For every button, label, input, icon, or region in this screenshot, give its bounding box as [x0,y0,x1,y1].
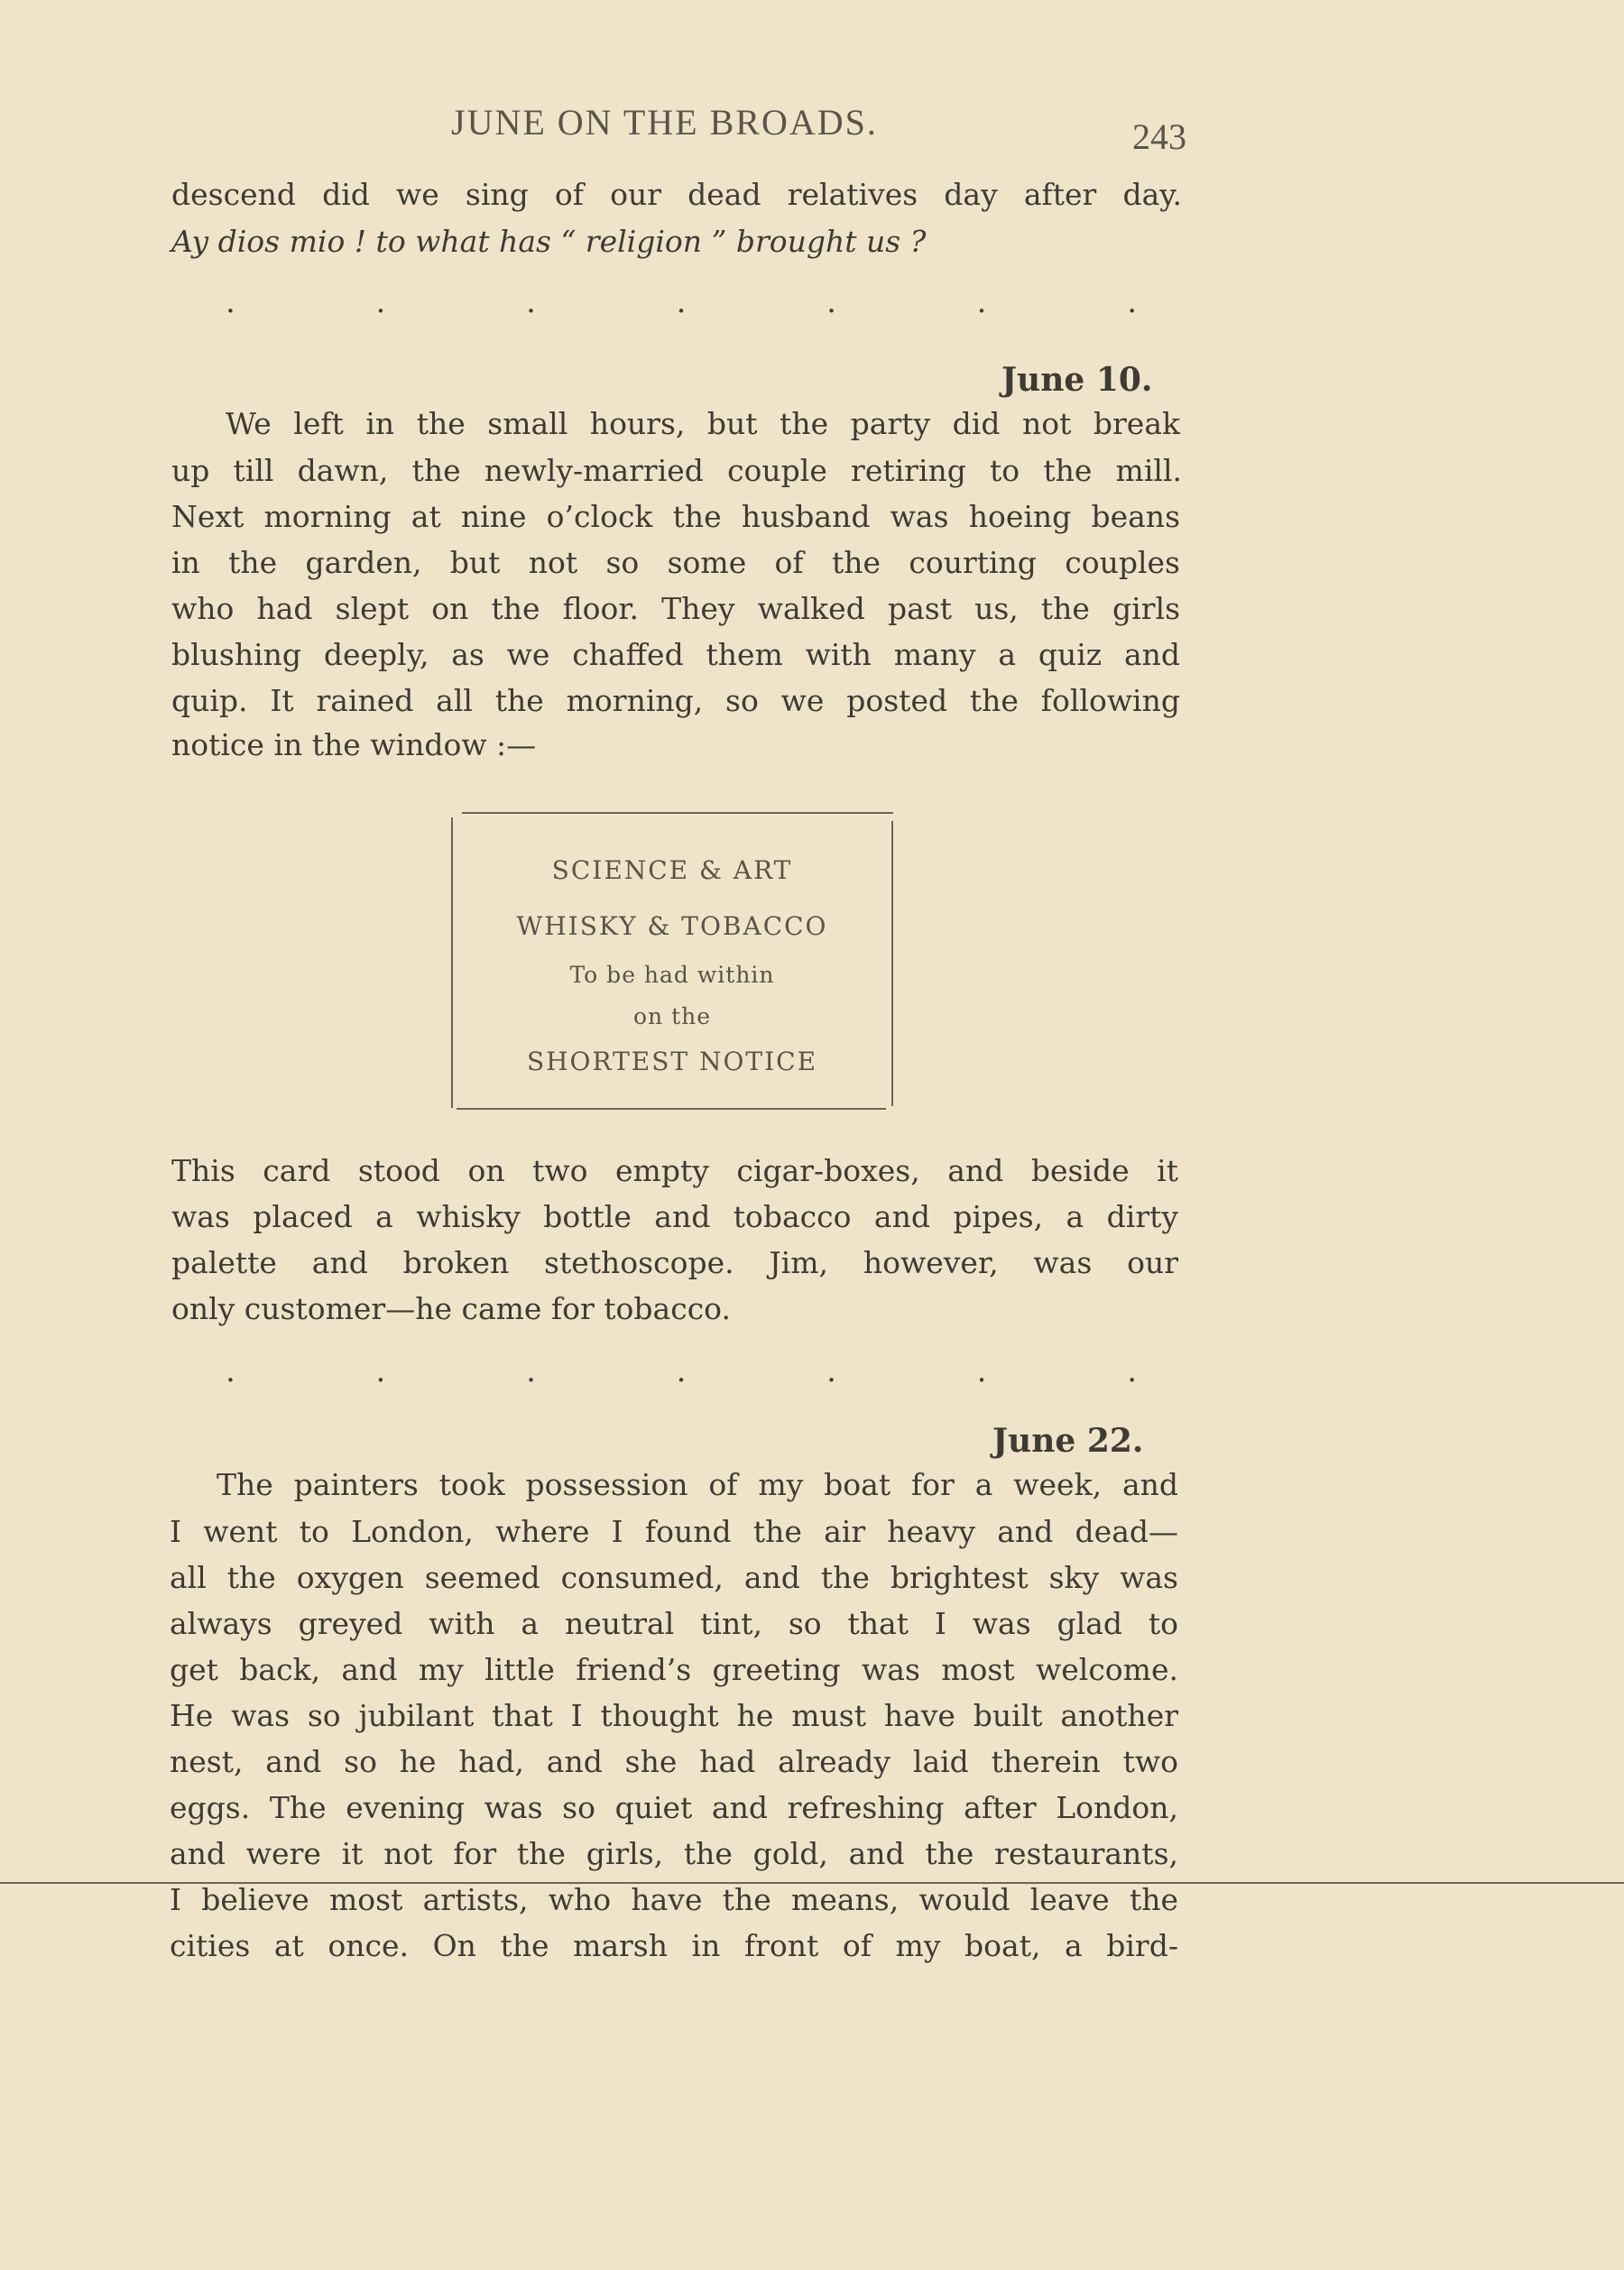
text-line: up till dawn, the newly-married couple retiring to the mill. [171,453,1182,488]
text-line: in the garden, but not so some of the courting couples [171,545,1180,580]
text-line: was placed a whisky bottle and tobacco and pipes, a dirty [171,1199,1178,1234]
notice-border-bottom [457,1108,886,1110]
date-heading: June 22. [992,1422,1144,1460]
text-line: notice in the window :— [171,727,537,762]
text-line: all the oxygen seemed consumed, and the brightest sky was [170,1560,1178,1595]
text-line: palette and broken stethoscope. Jim, however, was our [171,1245,1178,1280]
ellipsis-dot: . [526,1353,536,1389]
ellipsis-divider [226,1353,1137,1389]
text-line: I believe most artists, who have the means, would leave the [170,1882,1178,1917]
text-line: eggs. The evening was so quiet and refreshing after London, [170,1790,1178,1825]
text-line: I went to London, where I found the air heavy and dead— [170,1514,1178,1549]
ellipsis-dot: . [1127,284,1137,320]
ellipsis-dot: . [526,284,536,320]
text-line: This card stood on two empty cigar-boxes, and beside it [171,1153,1178,1188]
ellipsis-dot: . [676,1353,687,1389]
text-line: descend did we sing of our dead relatives day after day. [171,177,1182,212]
text-line: cities at once. On the marsh in front of my boat, a bird- [170,1928,1178,1963]
ellipsis-dot: . [676,284,687,320]
text-line: only customer—he came for tobacco. [171,1291,731,1326]
ellipsis-dot: . [1127,1353,1137,1389]
ellipsis-dot: . [976,284,987,320]
text-line: He was so jubilant that I thought he must have built another [170,1698,1178,1733]
notice-line: SHORTEST NOTICE [526,1047,818,1076]
text-line: who had slept on the floor. They walked past us, the girls [171,591,1180,626]
ellipsis-dot: . [226,284,235,320]
text-line: The painters took possession of my boat for a week, and [217,1467,1178,1502]
running-title: JUNE ON THE BROADS. [451,102,878,143]
ellipsis-dot: . [976,1353,987,1389]
notice-card [451,812,893,1110]
text-line: always greyed with a neutral tint, so that I was glad to [170,1606,1178,1641]
text-line: nest, and so he had, and she had already laid therein two [170,1744,1178,1779]
ellipsis-dot: . [226,1353,235,1389]
text-line: blushing deeply, as we chaffed them with many a quiz and [171,637,1180,672]
notice-line: WHISKY & TOBACCO [516,911,828,941]
notice-line: To be had within [569,962,775,988]
text-line: quip. It rained all the morning, so we posted the following [171,683,1180,718]
text-line: Next morning at nine o’clock the husband was hoeing beans [171,499,1180,534]
ellipsis-dot: . [826,1353,836,1389]
notice-border-top [462,812,893,814]
ellipsis-dot: . [826,284,836,320]
text-line: We left in the small hours, but the party did not break [226,406,1180,441]
page-number: 243 [1132,116,1186,157]
text-line-italic: Ay dios mio ! to what has “ religion ” brought us ? [171,224,927,259]
text-line: get back, and my little friend’s greeting was most welcome. [170,1652,1178,1687]
notice-line: SCIENCE & ART [551,855,793,885]
ellipsis-divider [226,284,1137,320]
notice-line: on the [632,1003,712,1029]
text-line: and were it not for the girls, the gold, and the restaurants, [170,1836,1178,1871]
date-heading: June 10. [1001,361,1153,399]
ellipsis-dot: . [375,1353,386,1389]
ellipsis-dot: . [375,284,386,320]
